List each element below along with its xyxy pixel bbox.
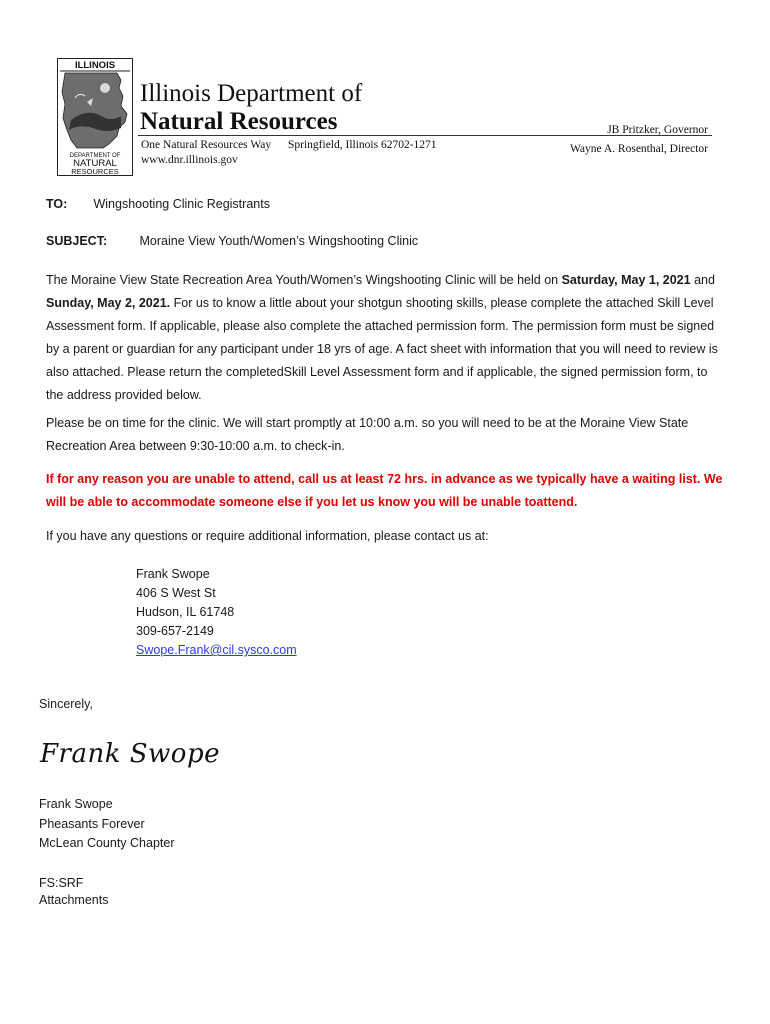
- agency-website: www.dnr.illinois.gov: [141, 154, 238, 166]
- subject-label: SUBJECT:: [46, 234, 108, 248]
- agency-city: Springfield, Illinois 62702-1271: [288, 139, 437, 151]
- to-value: Wingshooting Clinic Registrants: [93, 197, 270, 211]
- idnr-logo: [57, 58, 133, 176]
- p1-date-saturday: Saturday, May 1, 2021: [561, 273, 691, 287]
- officials-block: [570, 122, 708, 157]
- agency-address: [141, 138, 437, 168]
- contact-name: Frank Swope: [136, 567, 210, 581]
- logo-bottom-text-3: RESOURCES: [71, 167, 119, 176]
- contact-block: [136, 565, 297, 660]
- reference-initials: FS:SRF: [39, 876, 84, 890]
- logo-bottom-text-1: DEPARTMENT OF: [69, 153, 121, 159]
- agency-name-line1: Illinois Department of: [140, 80, 363, 107]
- paragraph-cancellation-notice: If for any reason you are unable to attend, call us at least 72 hrs. in advance as we typically have a waiting list. We will be able to accommodate someone else if you let us know you will be unable toattend.: [46, 472, 723, 509]
- to-label: TO:: [46, 197, 68, 211]
- paragraph-clinic-details: [46, 269, 726, 407]
- contact-email-link[interactable]: Swope.Frank@cil.sysco.com: [136, 643, 297, 657]
- p1-text-b: and: [690, 273, 715, 287]
- logo-bottom-text-2: NATURAL: [73, 158, 117, 169]
- attachments-note: Attachments: [39, 893, 109, 907]
- agency-name: [140, 80, 362, 136]
- signer-chapter: McLean County Chapter: [39, 836, 175, 850]
- agency-name-line2: Natural Resources: [140, 108, 338, 135]
- handwritten-signature: [38, 734, 228, 774]
- signer-organization: Pheasants Forever: [39, 816, 145, 831]
- paragraph-arrival-time: Please be on time for the clinic. We will start promptly at 10:00 a.m. so you will need to be at the Moraine View State Recreation Area between 9:30-10:00 a.m. to check-in.: [46, 416, 689, 453]
- agency-street: One Natural Resources Way: [141, 139, 272, 151]
- contact-phone: 309-657-2149: [136, 624, 214, 638]
- subject-value: Moraine View Youth/Women’s Wingshooting Clinic: [139, 234, 419, 248]
- logo-top-text: ILLINOIS: [74, 60, 116, 71]
- p1-text-a: The Moraine View State Recreation Area Youth/Women’s Wingshooting Clinic will be held on: [46, 273, 562, 287]
- reference-block: [39, 875, 108, 909]
- closing-salutation: Sincerely,: [39, 697, 93, 711]
- governor-name: JB Pritzker, Governor: [607, 124, 708, 136]
- subject-line: [46, 230, 418, 253]
- signature-text: Frank Swope: [40, 739, 220, 769]
- signer-name: Frank Swope: [39, 797, 113, 811]
- contact-city: Hudson, IL 61748: [136, 605, 235, 619]
- p1-text-c: For us to know a little about your shotgun shooting skills, please complete the attached Skill Level Assessment form. If applicable, please also complete the attached permission form. The permission form must be signed by a parent or guardian for any participant under 18 yrs of age. A fact sheet with information that you will need to review is also attached. Please return the completedSkill Level Assessment form and if applicable, the signed permission form, to the address provided below.: [46, 296, 718, 402]
- paragraph-contact-intro: If you have any questions or require additional information, please contact us at:: [46, 529, 489, 543]
- p1-date-sunday: Sunday, May 2, 2021.: [46, 296, 171, 310]
- to-line: [46, 193, 270, 216]
- director-name: Wayne A. Rosenthal, Director: [570, 143, 708, 155]
- contact-street: 406 S West St: [136, 586, 216, 600]
- signature-block: [39, 795, 175, 854]
